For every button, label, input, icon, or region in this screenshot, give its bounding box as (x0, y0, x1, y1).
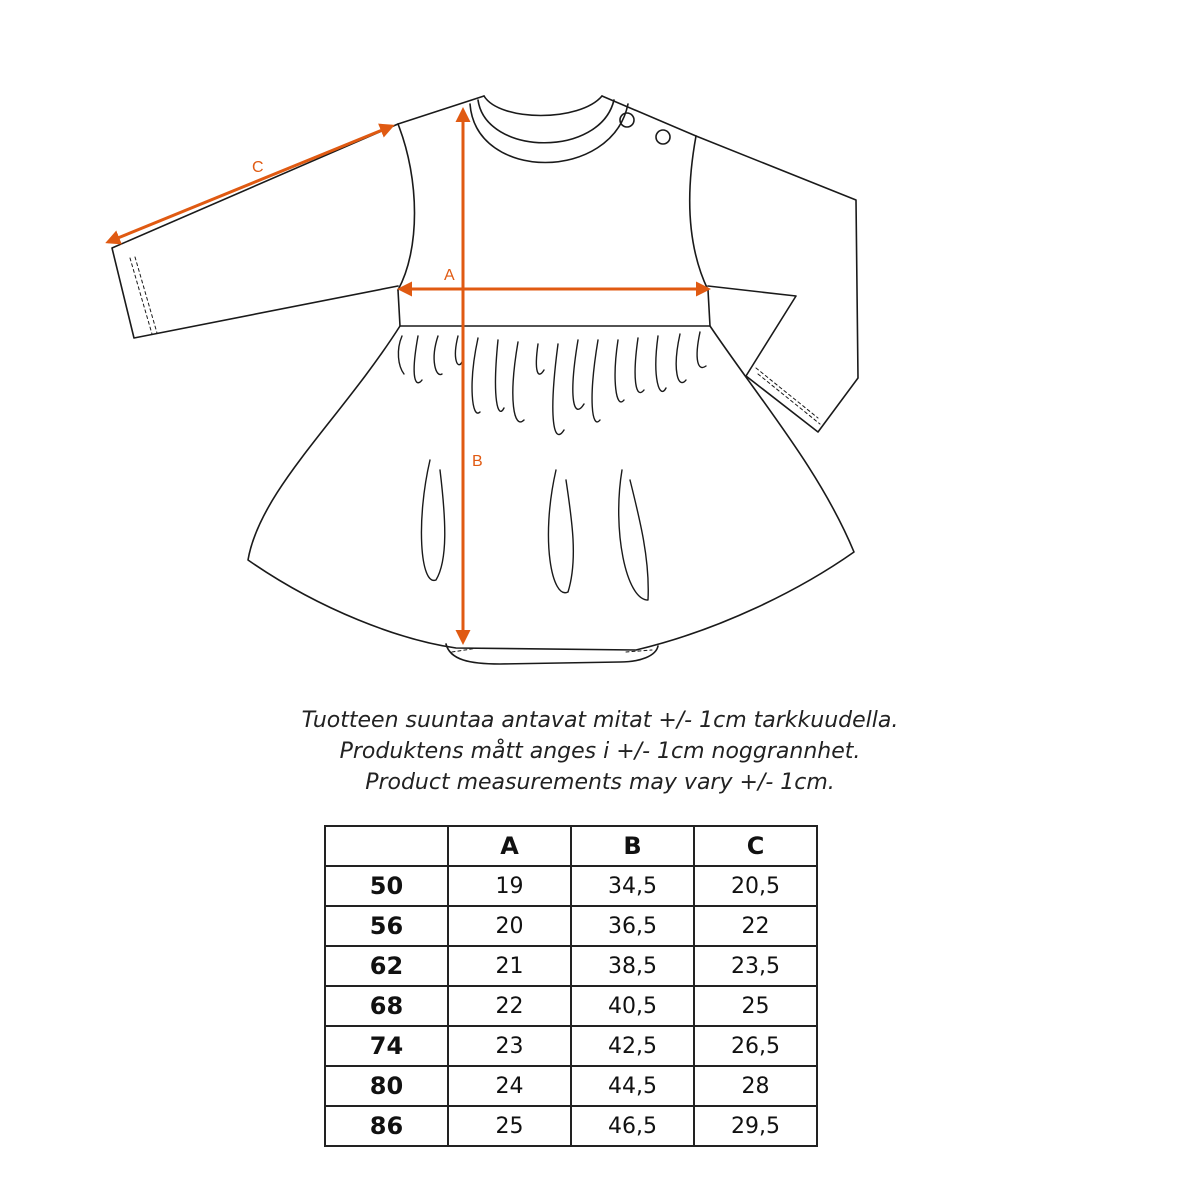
size-cell: 74 (325, 1026, 448, 1066)
size-cell: 86 (325, 1106, 448, 1146)
left-sleeve (112, 124, 398, 338)
b-cell: 36,5 (571, 906, 694, 946)
size-table (324, 825, 818, 1147)
neck-outer (484, 96, 602, 116)
skirt (248, 326, 854, 650)
size-cell: 62 (325, 946, 448, 986)
table-row (325, 906, 817, 946)
size-cell: 50 (325, 866, 448, 906)
table-row (325, 946, 817, 986)
note-finnish: Tuotteen suuntaa antavat mitat +/- 1cm tarkkuudella. (301, 708, 899, 733)
size-cell: 56 (325, 906, 448, 946)
arrow-c (108, 126, 392, 242)
bodysuit-outline (112, 96, 858, 664)
measurement-notes (0, 705, 1200, 798)
left-armhole (398, 124, 415, 290)
body-bottom (446, 644, 658, 664)
table-row (325, 866, 817, 906)
header-size (325, 826, 448, 866)
c-cell: 28 (694, 1066, 817, 1106)
size-cell: 80 (325, 1066, 448, 1106)
b-cell: 40,5 (571, 986, 694, 1026)
c-cell: 20,5 (694, 866, 817, 906)
skirt-gathers (398, 332, 706, 600)
note-english: Product measurements may vary +/- 1cm. (365, 770, 835, 795)
a-cell: 24 (448, 1066, 571, 1106)
a-cell: 21 (448, 946, 571, 986)
b-cell: 42,5 (571, 1026, 694, 1066)
a-cell: 22 (448, 986, 571, 1026)
waistband (398, 290, 710, 326)
neck-band (470, 104, 628, 163)
a-cell: 25 (448, 1106, 571, 1146)
table-row (325, 1066, 817, 1106)
b-cell: 44,5 (571, 1066, 694, 1106)
a-cell: 23 (448, 1026, 571, 1066)
table-row (325, 1026, 817, 1066)
size-cell: 68 (325, 986, 448, 1026)
c-cell: 25 (694, 986, 817, 1026)
label-a: A (444, 267, 455, 284)
label-b: B (472, 453, 483, 470)
c-cell: 22 (694, 906, 817, 946)
right-sleeve (696, 136, 858, 432)
table-row (325, 1106, 817, 1146)
label-c: C (252, 159, 264, 176)
c-cell: 23,5 (694, 946, 817, 986)
a-cell: 20 (448, 906, 571, 946)
a-cell: 19 (448, 866, 571, 906)
header-b: B (571, 826, 694, 866)
b-cell: 34,5 (571, 866, 694, 906)
header-a: A (448, 826, 571, 866)
right-armhole (690, 136, 708, 290)
header-c: C (694, 826, 817, 866)
table-header-row (325, 826, 817, 866)
b-cell: 38,5 (571, 946, 694, 986)
c-cell: 26,5 (694, 1026, 817, 1066)
c-cell: 29,5 (694, 1106, 817, 1146)
note-swedish: Produktens mått anges i +/- 1cm noggrannhet. (339, 739, 861, 764)
b-cell: 46,5 (571, 1106, 694, 1146)
measurement-arrows (108, 110, 708, 642)
snap-2 (656, 130, 670, 144)
table-row (325, 986, 817, 1026)
